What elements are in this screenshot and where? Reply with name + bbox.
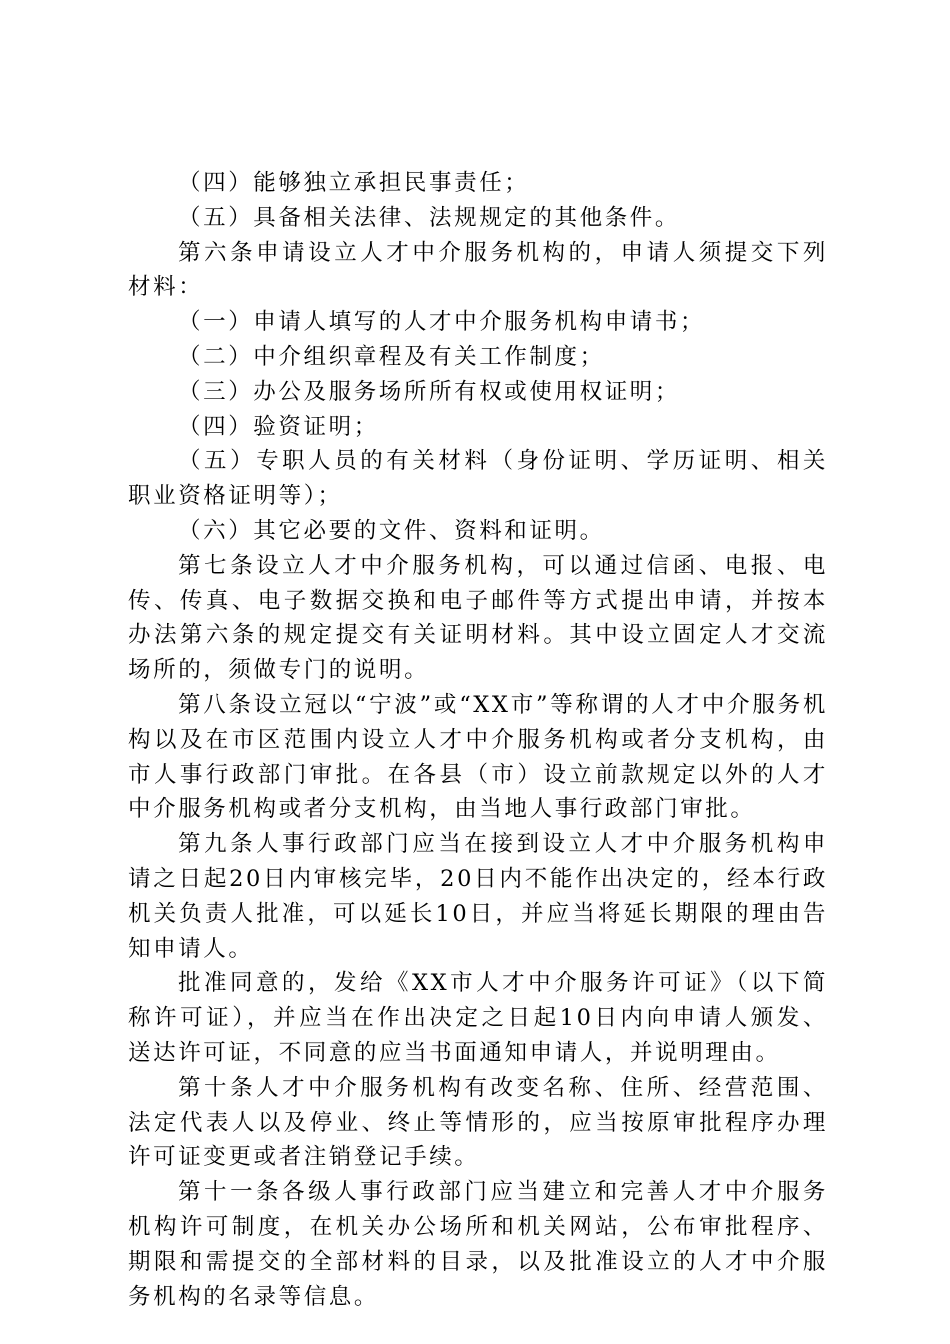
paragraph-item-5: （五）具备相关法律、法规规定的其他条件。 (178, 204, 681, 231)
document-body (128, 166, 828, 1314)
paragraph-item-4: （四）能够独立承担民事责任； (178, 170, 530, 196)
article-8-paragraph: 第八条设立冠以“宁波”或“XX市”等称谓的人才中介服务机构以及在市区范围内设立人才中介服务机构或者分支机构，由市人事行政部门审批。在各县（市）设立前款规定以外的人才中介服务机构或者分支机构，由当地人事行政部门审批。 (128, 691, 828, 823)
article-6-item-6: （六）其它必要的文件、资料和证明。 (178, 517, 605, 544)
article-9-approval-paragraph: 批准同意的，发给《XX市人才中介服务许可证》（以下简称许可证），并应当在作出决定之日起10日内向申请人颁发、送达许可证，不同意的应当书面通知申请人，并说明理由。 (128, 970, 828, 1066)
article-11-paragraph: 第十一条各级人事行政部门应当建立和完善人才中介服务机构许可制度，在机关办公场所和机关网站，公布审批程序、期限和需提交的全部材料的目录，以及批准设立的人才中介服务机构的名录等信息。 (128, 1179, 828, 1310)
article-6-item-4: （四）验资证明； (178, 413, 379, 440)
article-6-paragraph: 第六条申请设立人才中介服务机构的，申请人须提交下列材料： (128, 239, 828, 301)
article-6-item-5: （五）专职人员的有关材料（身份证明、学历证明、相关职业资格证明等）； (128, 448, 828, 510)
article-6-item-2: （二）中介组织章程及有关工作制度； (178, 343, 605, 370)
article-7-paragraph: 第七条设立人才中介服务机构，可以通过信函、电报、电传、传真、电子数据交换和电子邮件等方式提出申请，并按本办法第六条的规定提交有关证明材料。其中设立固定人才交流场所的，须做专门的说明。 (128, 552, 828, 684)
article-6-item-1: （一）申请人填写的人才中介服务机构申请书； (178, 309, 706, 336)
article-9-paragraph: 第九条人事行政部门应当在接到设立人才中介服务机构申请之日起20日内审核完毕，20日内不能作出决定的，经本行政机关负责人批准，可以延长10日，并应当将延长期限的理由告知申请人。 (128, 831, 828, 962)
article-10-paragraph: 第十条人才中介服务机构有改变名称、住所、经营范围、法定代表人以及停业、终止等情形的，应当按原审批程序办理许可证变更或者注销登记手续。 (128, 1074, 828, 1171)
article-6-item-3: （三）办公及服务场所所有权或使用权证明； (178, 378, 681, 405)
